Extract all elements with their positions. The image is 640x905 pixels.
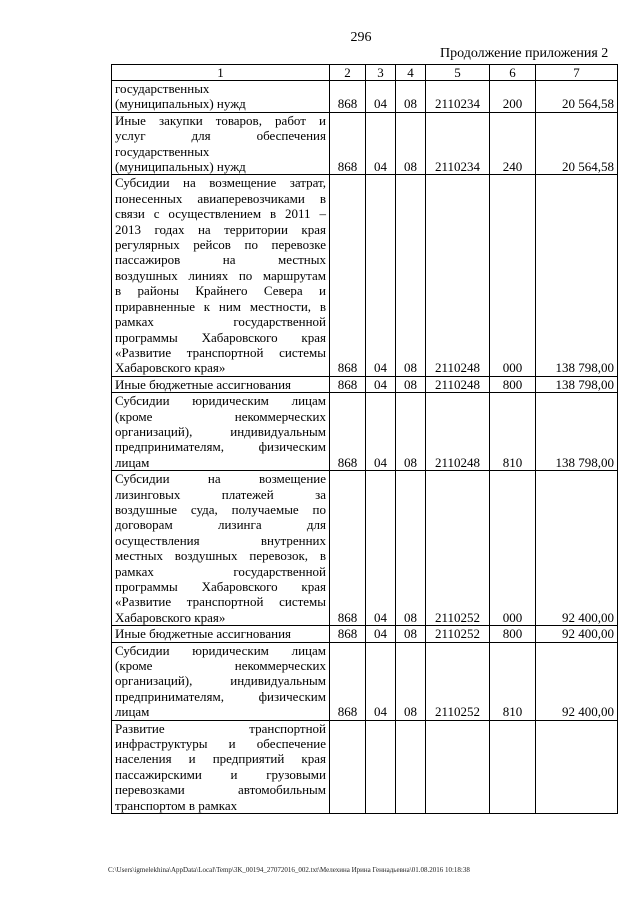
- column-header: 6: [490, 65, 536, 81]
- description-line: перевозками автомобильным: [115, 782, 326, 798]
- budget-table: [111, 64, 618, 814]
- row-description: [112, 175, 330, 376]
- table-row: [112, 376, 618, 392]
- admin-code-cell: 868: [330, 81, 366, 113]
- subsection-code-cell: 08: [396, 642, 426, 720]
- section-code-cell: 04: [366, 81, 396, 113]
- target-article-cell: 2110252: [426, 471, 490, 626]
- section-code-cell: 04: [366, 112, 396, 175]
- section-code-cell: 04: [366, 626, 396, 642]
- description-line: воздушных линиях по маршрутам: [115, 267, 326, 283]
- description-line: пассажиров на местных: [115, 252, 326, 268]
- target-article-cell: 2110252: [426, 642, 490, 720]
- subsection-code-cell: [396, 720, 426, 813]
- table-row: [112, 175, 618, 376]
- description-line: Субсидии юридическим лицам: [115, 642, 326, 658]
- expense-type-cell: [490, 720, 536, 813]
- description-line: лицам: [115, 454, 150, 470]
- description-line: Хабаровского края»: [115, 609, 226, 625]
- description-line: (муниципальных) нужд: [115, 96, 246, 112]
- description-line: государственных: [115, 81, 210, 96]
- description-line: местных воздушных перевозок, в: [115, 548, 326, 564]
- admin-code-cell: 868: [330, 376, 366, 392]
- description-line: договорам лизинга для: [115, 517, 326, 533]
- amount-cell: 20 564,58: [536, 81, 618, 113]
- section-code-cell: 04: [366, 642, 396, 720]
- row-description: [112, 81, 330, 113]
- row-description: [112, 626, 330, 642]
- description-line: государственных: [115, 143, 210, 159]
- description-line: осуществления внутренних: [115, 532, 326, 548]
- row-description: [112, 376, 330, 392]
- subsection-code-cell: 08: [396, 112, 426, 175]
- continuation-caption: Продолжение приложения 2: [440, 46, 609, 61]
- admin-code-cell: 868: [330, 393, 366, 471]
- description-line: Субсидии на возмещение затрат,: [115, 175, 326, 191]
- table-row: [112, 112, 618, 175]
- description-line: программы Хабаровского края: [115, 329, 326, 345]
- target-article-cell: 2110248: [426, 393, 490, 471]
- description-line: населения и предприятий края: [115, 751, 326, 767]
- description-line: Иные бюджетные ассигнования: [115, 376, 292, 392]
- description-line: транспортом в рамках: [115, 797, 238, 813]
- description-line: (кроме некоммерческих: [115, 658, 326, 674]
- target-article-cell: 2110252: [426, 626, 490, 642]
- amount-cell: 138 798,00: [536, 175, 618, 376]
- subsection-code-cell: 08: [396, 626, 426, 642]
- row-description: [112, 393, 330, 471]
- table-row: [112, 720, 618, 813]
- column-header: 2: [330, 65, 366, 81]
- description-line: предпринимателям, физическим: [115, 688, 326, 704]
- row-description: [112, 720, 330, 813]
- admin-code-cell: 868: [330, 642, 366, 720]
- description-line: лизинговых платежей за: [115, 486, 326, 502]
- description-line: лицам: [115, 704, 150, 720]
- column-header: 7: [536, 65, 618, 81]
- target-article-cell: 2110234: [426, 81, 490, 113]
- table-row: [112, 393, 618, 471]
- description-line: Иные закупки товаров, работ и: [115, 112, 326, 128]
- description-line: Субсидии юридическим лицам: [115, 393, 326, 409]
- target-article-cell: 2110248: [426, 376, 490, 392]
- description-line: «Развитие транспортной системы: [115, 594, 326, 610]
- subsection-code-cell: 08: [396, 393, 426, 471]
- description-line: услуг для обеспечения: [115, 128, 326, 144]
- description-line: рамках государственной: [115, 563, 326, 579]
- amount-cell: 92 400,00: [536, 642, 618, 720]
- description-line: инфраструктуры и обеспечение: [115, 736, 326, 752]
- table-header-row: [112, 65, 618, 81]
- description-line: регулярных рейсов по перевозке: [115, 237, 326, 253]
- description-line: воздушные суда, получаемые по: [115, 501, 326, 517]
- description-line: в районы Крайнего Севера и: [115, 283, 326, 299]
- subsection-code-cell: 08: [396, 376, 426, 392]
- table-row: [112, 81, 618, 113]
- section-code-cell: 04: [366, 175, 396, 376]
- admin-code-cell: 868: [330, 112, 366, 175]
- row-description: [112, 642, 330, 720]
- expense-type-cell: 800: [490, 376, 536, 392]
- section-code-cell: 04: [366, 471, 396, 626]
- description-line: организаций), индивидуальным: [115, 673, 326, 689]
- column-header: 5: [426, 65, 490, 81]
- target-article-cell: 2110248: [426, 175, 490, 376]
- expense-type-cell: 000: [490, 471, 536, 626]
- description-line: (кроме некоммерческих: [115, 408, 326, 424]
- admin-code-cell: 868: [330, 471, 366, 626]
- amount-cell: 20 564,58: [536, 112, 618, 175]
- row-description: [112, 471, 330, 626]
- description-line: связи с осуществлением в 2011 –: [115, 206, 326, 222]
- file-path-footer: C:\Users\igmelekhina\AppData\Local\Temp\3K_00194_27072016_002.txt\Мелехина Ирина Геннадьевна\01.08.2016 10:18:38: [108, 866, 470, 874]
- section-code-cell: 04: [366, 376, 396, 392]
- admin-code-cell: [330, 720, 366, 813]
- table-row: [112, 471, 618, 626]
- amount-cell: 92 400,00: [536, 471, 618, 626]
- section-code-cell: 04: [366, 393, 396, 471]
- description-line: «Развитие транспортной системы: [115, 344, 326, 360]
- target-article-cell: 2110234: [426, 112, 490, 175]
- target-article-cell: [426, 720, 490, 813]
- admin-code-cell: 868: [330, 175, 366, 376]
- description-line: понесенных авиаперевозчиками в: [115, 190, 326, 206]
- table-row: [112, 626, 618, 642]
- expense-type-cell: 800: [490, 626, 536, 642]
- description-line: Хабаровского края»: [115, 360, 226, 376]
- subsection-code-cell: 08: [396, 471, 426, 626]
- description-line: Развитие транспортной: [115, 720, 326, 736]
- description-line: предпринимателям, физическим: [115, 439, 326, 455]
- description-line: пассажирскими и грузовыми: [115, 766, 326, 782]
- subsection-code-cell: 08: [396, 175, 426, 376]
- expense-type-cell: 810: [490, 642, 536, 720]
- description-line: (муниципальных) нужд: [115, 159, 246, 175]
- expense-type-cell: 810: [490, 393, 536, 471]
- table-row: [112, 642, 618, 720]
- amount-cell: 138 798,00: [536, 393, 618, 471]
- page-number: 296: [350, 30, 372, 45]
- section-code-cell: [366, 720, 396, 813]
- description-line: приравненные к ним местности, в: [115, 298, 326, 314]
- description-line: 2013 годах на территории края: [115, 221, 326, 237]
- description-line: рамках государственной: [115, 314, 326, 330]
- column-header: 4: [396, 65, 426, 81]
- admin-code-cell: 868: [330, 626, 366, 642]
- expense-type-cell: 200: [490, 81, 536, 113]
- subsection-code-cell: 08: [396, 81, 426, 113]
- description-line: организаций), индивидуальным: [115, 423, 326, 439]
- row-description: [112, 112, 330, 175]
- expense-type-cell: 240: [490, 112, 536, 175]
- description-line: Субсидии на возмещение: [115, 471, 326, 487]
- amount-cell: 92 400,00: [536, 626, 618, 642]
- description-line: программы Хабаровского края: [115, 579, 326, 594]
- column-header: 1: [112, 65, 330, 81]
- amount-cell: 138 798,00: [536, 376, 618, 392]
- description-line: Иные бюджетные ассигнования: [115, 626, 292, 642]
- column-header: 3: [366, 65, 396, 81]
- amount-cell: [536, 720, 618, 813]
- expense-type-cell: 000: [490, 175, 536, 376]
